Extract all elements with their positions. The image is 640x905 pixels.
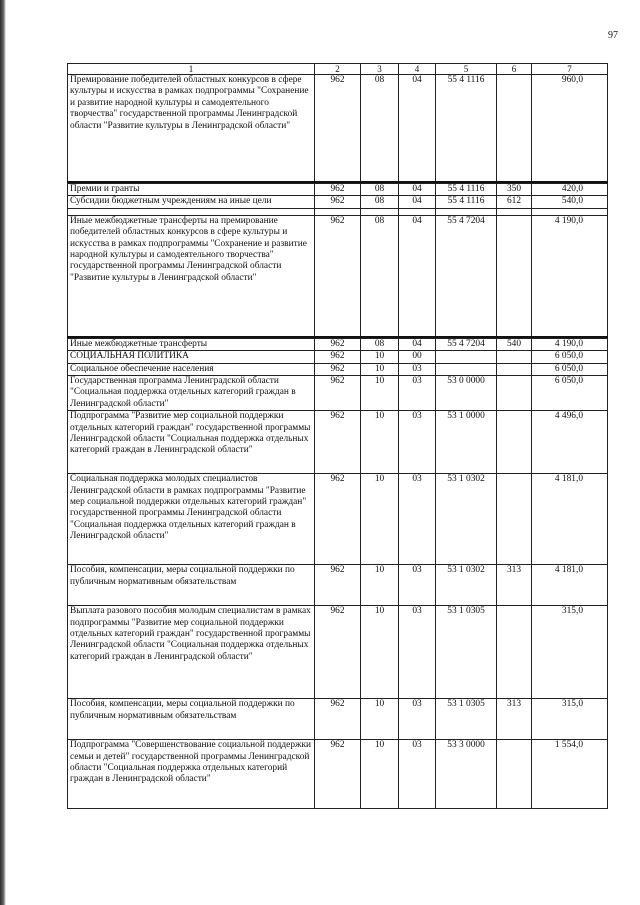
table-row xyxy=(68,215,608,337)
row-code-6 xyxy=(497,363,532,375)
row-amount: 1 554,0 xyxy=(532,740,608,809)
row-amount: 420,0 xyxy=(532,184,608,196)
row-code-6 xyxy=(497,411,532,474)
row-code-4: 04 xyxy=(399,215,436,337)
row-code-6 xyxy=(497,474,532,565)
scan-edge xyxy=(0,0,6,905)
row-code-3: 10 xyxy=(361,351,399,363)
row-code-2: 962 xyxy=(315,376,361,411)
row-code-4: 03 xyxy=(399,606,436,699)
row-amount: 960,0 xyxy=(532,75,608,183)
budget-table xyxy=(67,63,608,809)
row-code-2: 962 xyxy=(315,363,361,375)
row-code-4: 03 xyxy=(399,565,436,606)
row-code-2: 962 xyxy=(315,215,361,337)
table-row xyxy=(68,338,608,350)
row-code-4: 03 xyxy=(399,363,436,375)
row-amount: 4 181,0 xyxy=(532,474,608,565)
spacer-cell xyxy=(436,208,497,215)
row-code-4: 04 xyxy=(399,196,436,208)
table-row xyxy=(68,363,608,375)
spacer-cell xyxy=(361,208,399,215)
row-code-6 xyxy=(497,75,532,183)
row-amount: 6 050,0 xyxy=(532,376,608,411)
row-code-5: 53 0 0000 xyxy=(436,376,497,411)
row-code-5: 55 4 1116 xyxy=(436,75,497,183)
row-code-4: 03 xyxy=(399,411,436,474)
row-description: СОЦИАЛЬНАЯ ПОЛИТИКА xyxy=(68,351,315,363)
row-code-6 xyxy=(497,606,532,699)
row-code-3: 10 xyxy=(361,606,399,699)
row-code-6: 540 xyxy=(497,338,532,350)
row-code-6: 612 xyxy=(497,196,532,208)
row-amount: 4 190,0 xyxy=(532,338,608,350)
row-code-2: 962 xyxy=(315,474,361,565)
row-amount: 315,0 xyxy=(532,699,608,740)
row-code-3: 08 xyxy=(361,196,399,208)
row-amount: 4 496,0 xyxy=(532,411,608,474)
row-description: Социальная поддержка молодых специалистов Ленинградской области в рамках подпрограммы "Развитие мер социальной поддержки отдельных категорий граждан" государственной программы Ленинградской области "Социальная поддержка отдельных категорий граждан в Ленинградской области" xyxy=(68,474,315,565)
row-code-5: 53 1 0000 xyxy=(436,411,497,474)
row-code-6 xyxy=(497,376,532,411)
row-amount: 540,0 xyxy=(532,196,608,208)
spacer-cell xyxy=(399,208,436,215)
row-code-5: 53 1 0302 xyxy=(436,474,497,565)
column-header: 6 xyxy=(497,64,532,75)
row-code-2: 962 xyxy=(315,338,361,350)
table-row xyxy=(68,699,608,740)
row-code-5: 53 1 0305 xyxy=(436,606,497,699)
row-code-4: 03 xyxy=(399,699,436,740)
row-code-6: 350 xyxy=(497,184,532,196)
table-row xyxy=(68,474,608,565)
row-code-3: 10 xyxy=(361,474,399,565)
row-code-5: 55 4 1116 xyxy=(436,196,497,208)
row-code-2: 962 xyxy=(315,184,361,196)
row-code-2: 962 xyxy=(315,75,361,183)
table-row xyxy=(68,75,608,183)
row-description: Пособия, компенсации, меры социальной поддержки по публичным нормативным обязательствам xyxy=(68,565,315,606)
row-code-5: 53 1 0305 xyxy=(436,699,497,740)
row-code-2: 962 xyxy=(315,196,361,208)
row-code-6 xyxy=(497,351,532,363)
row-amount: 6 050,0 xyxy=(532,363,608,375)
row-code-3: 10 xyxy=(361,699,399,740)
row-code-2: 962 xyxy=(315,740,361,809)
row-code-3: 08 xyxy=(361,75,399,183)
spacer-cell xyxy=(532,208,608,215)
table-header-row xyxy=(68,64,608,75)
row-code-4: 03 xyxy=(399,474,436,565)
column-header: 7 xyxy=(532,64,608,75)
row-description: Подпрограмма "Совершенствование социальной поддержки семьи и детей" государственной программы Ленинградской области "Социальная поддержка отдельных категорий граждан в Ленинградской области" xyxy=(68,740,315,809)
row-code-3: 08 xyxy=(361,184,399,196)
column-header: 1 xyxy=(68,64,315,75)
column-header: 2 xyxy=(315,64,361,75)
spacer-row xyxy=(68,208,608,215)
row-description: Субсидии бюджетным учреждениям на иные цели xyxy=(68,196,315,208)
row-code-5: 55 4 1116 xyxy=(436,184,497,196)
table-row xyxy=(68,565,608,606)
row-code-3: 10 xyxy=(361,740,399,809)
spacer-cell xyxy=(68,208,315,215)
column-header: 5 xyxy=(436,64,497,75)
row-code-6 xyxy=(497,740,532,809)
row-code-4: 04 xyxy=(399,338,436,350)
row-code-3: 10 xyxy=(361,376,399,411)
spacer-cell xyxy=(497,208,532,215)
row-description: Выплата разового пособия молодым специалистам в рамках подпрограммы "Развитие мер социальной поддержки отдельных категорий граждан" государственной программы Ленинградской области "Социальная поддержка отдельных категорий граждан в Ленинградской области" xyxy=(68,606,315,699)
row-code-5: 55 4 7204 xyxy=(436,338,497,350)
page-number: 97 xyxy=(608,30,618,41)
table-row xyxy=(68,376,608,411)
row-code-5 xyxy=(436,351,497,363)
row-description: Премии и гранты xyxy=(68,184,315,196)
row-description: Государственная программа Ленинградской области "Социальная поддержка отдельных категорий граждан в Ленинградской области" xyxy=(68,376,315,411)
row-description: Пособия, компенсации, меры социальной поддержки по публичным нормативным обязательствам xyxy=(68,699,315,740)
row-code-2: 962 xyxy=(315,411,361,474)
row-code-6: 313 xyxy=(497,699,532,740)
row-amount: 4 190,0 xyxy=(532,215,608,337)
table-row xyxy=(68,196,608,208)
table-row xyxy=(68,411,608,474)
row-code-6: 313 xyxy=(497,565,532,606)
row-code-4: 03 xyxy=(399,740,436,809)
row-description: Премирование победителей областных конкурсов в сфере культуры и искусства в рамках подпрограммы "Сохранение и развитие народной культуры и самодеятельного творчества" государственной программы Ленинградской области "Развитие культуры в Ленинградской области" xyxy=(68,75,315,183)
spacer-cell xyxy=(315,208,361,215)
row-code-4: 04 xyxy=(399,184,436,196)
row-code-4: 04 xyxy=(399,75,436,183)
row-amount: 315,0 xyxy=(532,606,608,699)
row-code-5: 55 4 7204 xyxy=(436,215,497,337)
row-amount: 6 050,0 xyxy=(532,351,608,363)
row-description: Иные межбюджетные трансферты xyxy=(68,338,315,350)
table-row xyxy=(68,184,608,196)
row-code-2: 962 xyxy=(315,351,361,363)
row-code-5: 53 1 0302 xyxy=(436,565,497,606)
row-code-6 xyxy=(497,215,532,337)
row-description: Подпрограмма "Развитие мер социальной поддержки отдельных категорий граждан" государственной программы Ленинградской области "Социальная поддержка отдельных категорий граждан в Ленинградской области" xyxy=(68,411,315,474)
row-code-3: 10 xyxy=(361,565,399,606)
table-row xyxy=(68,606,608,699)
row-code-4: 03 xyxy=(399,376,436,411)
row-code-5: 53 3 0000 xyxy=(436,740,497,809)
row-code-2: 962 xyxy=(315,699,361,740)
column-header: 4 xyxy=(399,64,436,75)
row-code-5 xyxy=(436,363,497,375)
row-code-2: 962 xyxy=(315,565,361,606)
row-code-3: 10 xyxy=(361,363,399,375)
table-row xyxy=(68,351,608,363)
row-code-4: 00 xyxy=(399,351,436,363)
table-row xyxy=(68,740,608,809)
row-description: Иные межбюджетные трансферты на премирование победителей областных конкурсов в сфере культуры и искусства в рамках подпрограммы "Сохранение и развитие народной культуры и самодеятельного творчества" государственной программы Ленинградской области "Развитие культуры в Ленинградской области" xyxy=(68,215,315,337)
row-code-3: 10 xyxy=(361,411,399,474)
row-amount: 4 181,0 xyxy=(532,565,608,606)
row-code-3: 08 xyxy=(361,215,399,337)
row-code-3: 08 xyxy=(361,338,399,350)
column-header: 3 xyxy=(361,64,399,75)
row-description: Социальное обеспечение населения xyxy=(68,363,315,375)
row-code-2: 962 xyxy=(315,606,361,699)
